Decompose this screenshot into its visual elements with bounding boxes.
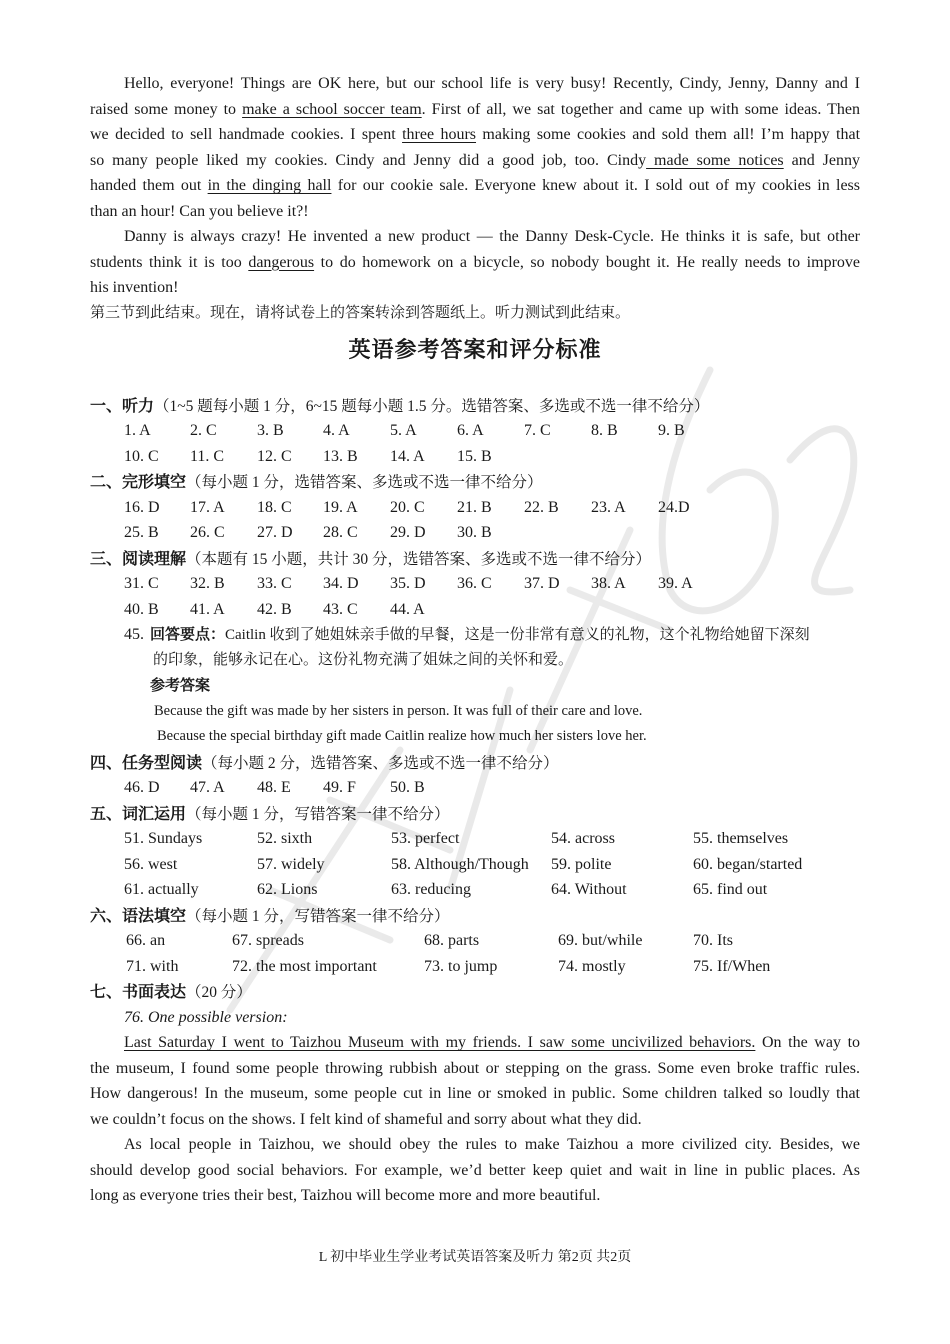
listening-script	[90, 71, 860, 301]
section-scoring-note: （本题有 15 小题，共计 30 分，选错答案、多选或不选一律不给分）	[186, 550, 652, 568]
underlined-phrase: made some notices	[646, 151, 784, 169]
answer-item: 5. A	[390, 422, 417, 439]
answer-item: 10. C	[124, 447, 159, 465]
answer-item: 55. themselves	[693, 830, 789, 847]
q45-ref-label-line	[90, 673, 860, 699]
answer-item: 17. A	[190, 498, 225, 516]
text-segment: On the way to	[755, 1034, 860, 1051]
text-segment: How dangerous! In the museum, some people cut in line or smoked in public. Some children talked so loudly that	[90, 1085, 860, 1102]
text-segment: Danny is always crazy! He invented a new product — the Danny Desk-Cycle. He thinks it is safe, but other	[124, 228, 860, 245]
answer-row	[90, 444, 860, 470]
answer-item: 61. actually	[124, 881, 199, 898]
answer-item: 16. D	[124, 498, 160, 516]
answer-row	[90, 775, 860, 801]
answer-item: 3. B	[257, 422, 284, 439]
q45-number: 45.	[124, 626, 144, 643]
answer-item: 54. across	[551, 830, 615, 847]
answer-item: 15. B	[457, 447, 492, 465]
text-segment: handed them out	[90, 177, 208, 194]
text-segment: making some cookies and sold them all! I’m happy that	[476, 126, 860, 143]
answer-row	[90, 954, 860, 980]
text-segment: we decided to sell handmade cookies. I spent	[90, 126, 403, 143]
answer-item: 27. D	[257, 524, 293, 541]
text-segment: students think it is too	[90, 253, 249, 271]
answer-row	[90, 597, 860, 623]
answer-item: 50. B	[390, 779, 425, 796]
answer-item: 31. C	[124, 575, 159, 592]
text-segment: for our cookie sale. Everyone knew about it. I sold out of my cookies in less	[331, 177, 860, 194]
section-scoring-note: （每小题 1 分，选错答案、多选或不选一律不给分）	[186, 474, 543, 491]
underlined-phrase: in the dinging hall	[207, 177, 332, 194]
section-title: 一、听力	[90, 395, 155, 415]
text-segment: should develop good social behaviors. For example, we’d better keep quiet and wait in line in public places. As	[90, 1161, 860, 1179]
page-title: 英语参考答案和评分标准	[348, 338, 602, 363]
answer-item: 40. B	[124, 600, 159, 618]
text-line	[90, 173, 860, 199]
answer-item: 30. B	[457, 524, 492, 541]
answer-item: 33. C	[257, 575, 292, 592]
text-line	[90, 1030, 860, 1056]
answer-row	[90, 495, 860, 521]
section-header-s6	[90, 903, 860, 929]
answer-item: 21. B	[457, 498, 492, 516]
answer-item: 71. with	[126, 957, 179, 975]
answer-item: 65. find out	[693, 881, 768, 898]
text-line	[90, 97, 860, 123]
section-title: 七、书面表达	[90, 982, 187, 1001]
answer-item: 32. B	[190, 575, 225, 592]
text-line	[90, 250, 860, 276]
section-scoring-note: （每小题 1 分，写错答案一律不给分）	[186, 805, 450, 823]
section-title: 三、阅读理解	[90, 548, 187, 568]
section-title: 五、词汇运用	[90, 803, 187, 823]
answer-item: 56. west	[124, 855, 178, 873]
answer-item: 46. D	[124, 779, 160, 796]
answer-item: 7. C	[524, 422, 551, 439]
answer-row	[90, 571, 860, 597]
text-segment: . First of all, we sat together and came up with some ideas. Then	[421, 100, 860, 118]
section-title: 二、完形填空	[90, 472, 187, 491]
text-segment: Hello, everyone! Things are OK here, but our school life is very busy! Recently, Cindy, Jenny, Danny and I	[124, 75, 860, 92]
q45-key-points	[150, 622, 810, 649]
answer-item: 49. F	[323, 779, 356, 796]
section-header-s7	[90, 979, 860, 1005]
answer-item: 13. B	[323, 447, 358, 465]
underlined-phrase: dangerous	[248, 253, 315, 271]
answer-item: 25. B	[124, 524, 159, 541]
answer-row	[90, 877, 860, 903]
answer-item: 47. A	[190, 779, 225, 796]
answer-item: 70. Its	[693, 932, 733, 949]
answer-item: 29. D	[390, 524, 426, 541]
q45-answer-text: Because the special birthday gift made Caitlin realize how much her sisters love her.	[157, 728, 647, 744]
answer-item: 6. A	[457, 422, 484, 439]
section-scoring-note: （1~5 题每小题 1 分，6~15 题每小题 1.5 分。选错答案、多选或不选一律不给分）	[154, 397, 710, 415]
section-header-s5	[90, 801, 860, 827]
answer-document	[90, 71, 860, 1209]
text-segment: long as everyone tries their best, Taizhou will become more and more beautiful.	[90, 1187, 601, 1204]
q45-ref-answer	[90, 699, 860, 725]
answer-item: 48. E	[257, 779, 291, 796]
section-title: 六、语法填空	[90, 905, 187, 925]
section-title: 四、任务型阅读	[90, 752, 203, 772]
underlined-phrase: make a school soccer team	[242, 100, 422, 118]
answer-item: 57. widely	[257, 855, 325, 873]
q45-line	[90, 648, 860, 674]
section-header-s4	[90, 750, 860, 776]
section-scoring-note: （每小题 1 分，写错答案一律不给分）	[186, 907, 450, 925]
answer-item: 58. Although/Though	[391, 855, 529, 873]
answer-item: 68. parts	[424, 932, 480, 949]
answer-item: 42. B	[257, 600, 292, 618]
text-segment: his invention!	[90, 279, 179, 296]
answer-item: 35. D	[390, 575, 426, 592]
answer-item: 1. A	[124, 422, 151, 439]
answer-item: 52. sixth	[257, 830, 313, 847]
writing-version-label	[90, 1005, 860, 1031]
text-line	[90, 1183, 860, 1209]
q45-text: Caitlin 收到了她姐妹亲手做的早餐，这是一份非常有意义的礼物，这个礼物给她留下深刻	[225, 627, 810, 643]
listening-closing: 第三节到此结束。现在，请将试卷上的答案转涂到答题纸上。听力测试到此结束。	[90, 304, 631, 321]
answer-item: 20. C	[390, 498, 425, 516]
answer-row	[90, 520, 860, 546]
answer-item: 43. C	[323, 600, 358, 618]
answer-item: 69. but/while	[558, 932, 643, 949]
underlined-phrase: Last Saturday I went to Taizhou Museum with my friends. I saw some uncivilized behaviors.	[124, 1034, 756, 1051]
answer-item: 28. C	[323, 524, 358, 541]
text-segment: raised some money to	[90, 100, 243, 118]
text-segment: so many people liked my cookies. Cindy and Jenny did a good job, too. Cindy	[90, 151, 647, 169]
answer-item: 72. the most important	[232, 957, 377, 975]
answer-item: 19. A	[323, 498, 358, 516]
answer-row	[90, 928, 860, 954]
text-line	[90, 1107, 860, 1133]
text-segment: we couldn’t focus on the shows. I felt kind of shameful and sorry about what they did.	[90, 1110, 642, 1128]
answer-item: 24.D	[658, 498, 690, 516]
answer-item: 66. an	[126, 932, 166, 949]
answer-item: 63. reducing	[391, 881, 471, 898]
answer-item: 14. A	[390, 447, 425, 465]
text-segment: and Jenny	[783, 151, 860, 169]
text-line	[90, 275, 860, 301]
text-segment: to do homework on a bicycle, so nobody bought it. He really needs to improve	[314, 253, 860, 271]
answer-item: 60. began/started	[693, 855, 803, 873]
answer-item: 64. Without	[551, 881, 627, 898]
text-line	[90, 1056, 860, 1082]
q45-ref-label: 参考答案	[150, 676, 211, 694]
q45-line	[90, 622, 860, 648]
text-line	[90, 148, 860, 174]
answer-item: 74. mostly	[558, 957, 626, 975]
answer-item: 12. C	[257, 447, 292, 465]
answer-item: 59. polite	[551, 855, 612, 873]
text-line	[90, 224, 860, 250]
answer-item: 26. C	[190, 524, 225, 541]
text-segment: the museum, I found some people throwing rubbish about or stepping on the grass. Some even broke traffic rules.	[90, 1059, 860, 1077]
q45-text: 的印象，能够永记在心。这份礼物充满了姐妹之间的关怀和爱。	[153, 651, 574, 668]
text-segment: than an hour! Can you believe it?!	[90, 202, 309, 220]
answer-item: 73. to jump	[424, 957, 498, 975]
answer-item: 67. spreads	[232, 932, 304, 949]
answer-item: 34. D	[323, 575, 359, 592]
answer-item: 11. C	[190, 447, 225, 465]
answer-item: 36. C	[457, 575, 492, 592]
underlined-phrase: three hours	[402, 126, 477, 143]
text-line	[90, 71, 860, 97]
text-line	[90, 1132, 860, 1158]
text-line	[90, 1081, 860, 1107]
answer-item: 8. B	[591, 422, 618, 439]
section-header-s2	[90, 469, 860, 495]
text-segment: As local people in Taizhou, we should obey the rules to make Taizhou a more civilized city. Besides, we	[124, 1136, 860, 1153]
answer-item: 23. A	[591, 498, 626, 516]
answer-item: 38. A	[591, 575, 626, 592]
answer-item: 37. D	[524, 575, 560, 592]
answer-item: 9. B	[658, 422, 685, 439]
answer-item: 75. If/When	[693, 957, 771, 975]
answer-item: 2. C	[190, 422, 217, 439]
section-scoring-note: （20 分）	[186, 984, 252, 1001]
answer-item: 62. Lions	[257, 881, 318, 898]
q45-ref-answer	[90, 724, 860, 750]
text-line	[90, 199, 860, 225]
text-line	[90, 1158, 860, 1184]
answer-item: 22. B	[524, 498, 559, 516]
answer-item: 51. Sundays	[124, 830, 203, 847]
section-header-s3	[90, 546, 860, 572]
answer-item: 39. A	[658, 575, 693, 592]
section-header-s1	[90, 393, 860, 419]
answer-item: 18. C	[257, 498, 292, 516]
answer-row	[90, 826, 860, 852]
section-scoring-note: （每小题 2 分，选错答案、多选或不选一律不给分）	[202, 754, 559, 772]
answer-item: 4. A	[323, 422, 350, 439]
text-line	[90, 122, 860, 148]
answer-row	[90, 852, 860, 878]
answer-item: 53. perfect	[391, 830, 460, 847]
q45-answer-text: Because the gift was made by her sisters in person. It was full of their care and love.	[154, 702, 643, 719]
version-label: 76. One possible version:	[124, 1008, 288, 1026]
q45-label: 回答要点：	[150, 625, 226, 643]
answer-row	[90, 418, 860, 444]
answer-item: 41. A	[190, 600, 225, 618]
page-footer: L 初中毕业生学业考试英语答案及听力 第2页 共2页	[318, 1250, 632, 1265]
answer-item: 44. A	[390, 600, 425, 618]
sample-essay	[90, 1030, 860, 1209]
